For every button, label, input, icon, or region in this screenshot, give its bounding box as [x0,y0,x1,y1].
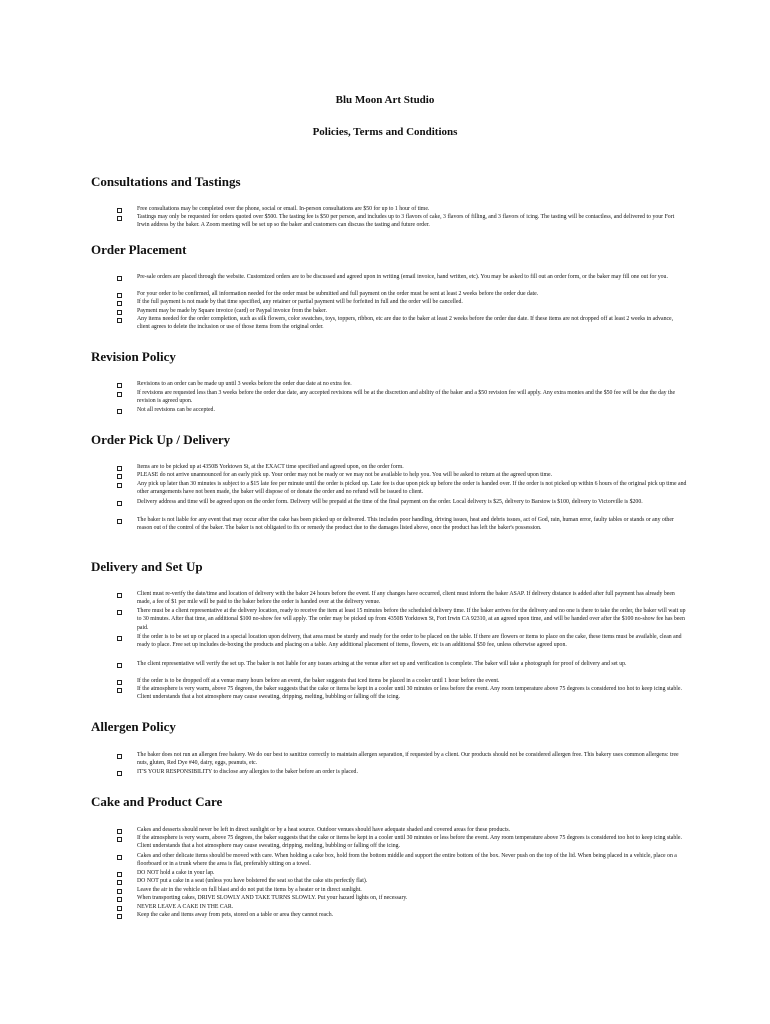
list-item: DO NOT hold a cake in your lap. [137,870,215,876]
bullet-icon [117,501,122,506]
list-item: NEVER LEAVE A CAKE IN THE CAR. [137,904,234,910]
bullet-icon [117,216,122,221]
list-item: The baker does not run an allergen free bakery. We do our best to sanitize correctly to maintain allergen separation, if requested by a client. Our products should not be considered allergen free. This bakery uses common allergens: tree nuts, gluten, Red Dye #40, dairy, eggs, peanuts, etc. [137,752,679,767]
list-item: The baker is not liable for any event that may occur after the cake has been picked up or delivered. This includes poor handling, driving issues, heat and debris issues, act of God, rain, human error, faulty tables or stands or any other reason out of the control of the baker. The baker is not obligated to fix or remedy the product due to the damages listed above, once the product has left the baker's possession. [137,517,674,532]
list-item: There must be a client representative at the delivery location, ready to receive the item at least 15 minutes before the scheduled delivery time. If the baker arrives for the delivery and no one is there to take the order, the baker will wait up to 30 minutes. After that time, an additional $100 no-show fee will apply. The order may be picked up from 4350B Yorktown St, Fort Irwin CA 92310, at an agreed upon time, and will be handed over after the $100 no-show fee has been paid. [137,608,686,631]
bullet-icon [117,906,122,911]
bullet-icon [117,688,122,693]
document-subtitle: Policies, Terms and Conditions [312,126,458,138]
bullet-icon [117,293,122,298]
bullet-icon [117,392,122,397]
section-heading-pickup-delivery: Order Pick Up / Delivery [91,432,231,447]
list-item: If revisions are requested less than 3 weeks before the order due date, any accepted revisions will be at the discretion and ability of the baker and a $50 revision fee will apply. Any extra monies and the $50 fee will be due the day the revision is agreed upon. [137,390,676,405]
bullet-icon [117,636,122,641]
list-item: Items are to be picked up at 4350B Yorktown St, at the EXACT time specified and agreed upon, on the order form. [137,464,404,470]
section-heading-order-placement: Order Placement [91,242,187,257]
list-item: Payment may be made by Square invoice (card) or Paypal invoice from the baker. [137,308,327,314]
list-item: Leave the air in the vehicle on full blast and do not put the items by a heater or in direct sunlight. [137,887,362,893]
list-item: If the order is to be dropped off at a venue many hours before an event, the baker suggests that iced items be placed in a cooler until 1 hour before the event. [137,678,500,684]
list-item: Not all revisions can be accepted. [137,407,215,413]
bullet-icon [117,663,122,668]
section-heading-cake-care: Cake and Product Care [91,794,223,809]
bullet-icon [117,483,122,488]
bullet-icon [117,466,122,471]
bullet-icon [117,680,122,685]
list-item: Any items needed for the order completion, such as silk flowers, color swatches, toys, toppers, ribbon, etc are due to the baker at least 2 weeks before the order due date. If these items are not dropped off at least 2 weeks in advance, client agrees to delete the inclusion or use of those items from the original order. [137,316,674,331]
list-item: If the full payment is not made by that time specified, any retainer or partial payment will be forfeited in full and the order will be cancelled. [137,299,463,305]
section-heading-consultations: Consultations and Tastings [91,174,241,189]
section-heading-revision-policy: Revision Policy [91,349,176,364]
list-item: Pre-sale orders are placed through the website. Customized orders are to be discussed and agreed upon in writing (email invoice, hand written, etc). You may be asked to fill out an order form, or the baker may fill one out for you. [137,274,668,280]
list-item: For your order to be confirmed, all information needed for the order must be submitted and full payment on the order must be sent at least 2 weeks before the order due date. [137,291,539,297]
bullet-icon [117,889,122,894]
list-item: The client representative will verify the set up. The baker is not liable for any issues arising at the venue after set up and verification is complete. The baker will take a photograph for proof of delivery and set up. [137,661,627,667]
bullet-icon [117,610,122,615]
studio-title: Blu Moon Art Studio [335,94,435,106]
bullet-icon [117,880,122,885]
bullet-icon [117,829,122,834]
list-item: Tastings may only be requested for orders quoted over $500. The tasting fee is $50 per person, and includes up to 3 flavors of cake, 3 flavors of filling, and 3 flavors of icing. The tasting will be contactless, and delivered to your Fort Irwin address by the baker. A Zoom meeting will be set up so the baker and customers can discuss the tasting and future order. [137,214,675,229]
list-item: Cakes and desserts should never be left in direct sunlight or by a heat source. Outdoor venues should have adequate shaded and covered areas for these products. [137,827,511,833]
list-item: IT'S YOUR RESPONSIBILITY to disclose any allergies to the baker before an order is placed. [137,769,358,775]
bullet-icon [117,855,122,860]
list-item: PLEASE do not arrive unannounced for an early pick up. Your order may not be ready or we may not be available to help you. You will be asked to return at the agreed upon time. [137,472,553,478]
section-heading-delivery-setup: Delivery and Set Up [91,559,203,574]
list-item: DO NOT put a cake in a seat (unless you have bolstered the seat so that the cake sits perfectly flat). [137,878,368,884]
bullet-icon [117,872,122,877]
list-item: Free consultations may be completed over the phone, social or email. In-person consultations are $50 for up to 1 hour of time. [137,206,430,212]
list-item: Delivery address and time will be agreed upon on the order form. Delivery will be prepaid at the time of the final payment on the order. Local delivery is $25, delivery to Barstow is $100, delivery to Victorville is $200. [137,499,643,505]
list-item: Cakes and other delicate items should be moved with care. When holding a cake box, hold from the bottom middle and support the entire bottom of the box. Never push on the top of the lid. When being placed in a vehicle, place on a floorboard or in a trunk where the area is flat, preferably sitting on a towel. [137,853,677,868]
bullet-icon [117,474,122,479]
bullet-icon [117,593,122,598]
list-item: Client must re-verify the date/time and location of delivery with the baker 24 hours before the event. If any changes have occurred, client must inform the baker ASAP. If delivery distance is added after full payment has already been made, a fee of $1 per mile will be paid to the baker before the order is handed over at the delivery venue. [137,591,675,606]
bullet-icon [117,383,122,388]
bullet-icon [117,837,122,842]
bullet-icon [117,301,122,306]
list-item: If the atmosphere is very warm, above 75 degrees, the baker suggests that the cake or items be kept in a cooler until 30 minutes or less before the event. Any room temperature above 75 degrees is considered too hot to keep icing stable. Client understands that a hot atmosphere may cause sweating, dripping, melting, bubbling or falling off the icing. [137,686,682,701]
bullet-icon [117,754,122,759]
list-item: Revisions to an order can be made up until 3 weeks before the order due date at no extra fee. [137,381,352,387]
list-item: If the atmosphere is very warm, above 75 degrees, the baker suggests that the cake or items be kept in a cooler until 30 minutes or less before the event. Any room temperature above 75 degrees is considered too hot to keep icing stable. Client understands that a hot atmosphere may cause sweating, dripping, melting, bubbling or falling off the icing. [137,835,682,850]
bullet-icon [117,276,122,281]
bullet-icon [117,318,122,323]
list-item: If the order is to be set up or placed in a special location upon delivery, that area must be sturdy and ready for the order to be placed on the table. If there are flowers or items to place on the cake, these items must be available, clean and ready to place. Free set up includes de-boxing the products and placing on a table. Any additional placement of items, flowers, etc is an additional $50 fee, unless otherwise agreed upon. [137,634,682,649]
bullet-icon [117,771,122,776]
bullet-icon [117,914,122,919]
list-item: When transporting cakes, DRIVE SLOWLY AND TAKE TURNS SLOWLY. Put your hazard lights on, if necessary. [137,895,408,901]
list-item: Any pick up later than 30 minutes is subject to a $15 late fee per minute until the order is picked up. Late fee is due upon pick up before the order is handed over. If the order is not picked up within 6 hours of the original pick up time and other arrangements have not been made, the baker will dispose of or donate the order and no refund will be issued to client. [137,481,687,496]
bullet-icon [117,310,122,315]
list-item: Keep the cake and items away from pets, stored on a table or area they cannot reach. [137,912,334,918]
bullet-icon [117,208,122,213]
bullet-icon [117,519,122,524]
bullet-icon [117,897,122,902]
section-heading-allergen-policy: Allergen Policy [91,719,176,734]
bullet-icon [117,409,122,414]
